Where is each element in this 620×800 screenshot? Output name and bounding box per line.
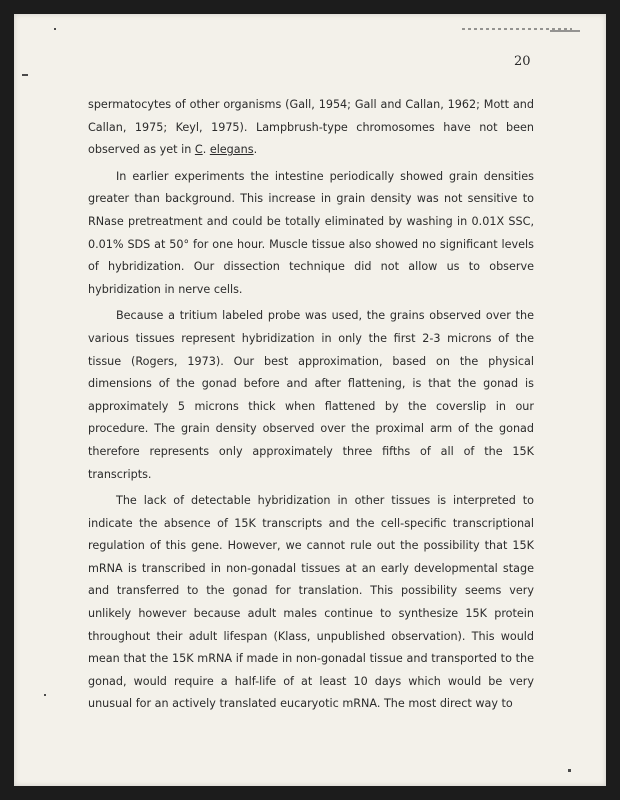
body-text [88, 94, 534, 716]
paragraph-2: In earlier experiments the intestine periodically showed grain densities greater than background. This increase in grain density was not sensitive to RNase pretreatment and could be totally eliminated by washing in 0.01X SSC, 0.01% SDS at 50° for one hour. Muscle tissue also showed no significant levels of hybridization. Our dissection technique did not allow us to observe hybridization in nerve cells. [88, 169, 534, 296]
scan-speck [44, 694, 46, 696]
paragraph-1-sep: . [202, 143, 210, 157]
paragraph-3: Because a tritium labeled probe was used, the grains observed over the various tissues represent hybridization in only the first 2-3 microns of the tissue (Rogers, 1973). Our best approximation, based on the physical dimensions of the gonad before and after flattening, is that the gonad is approximately 5 microns thick when flattened by the coverslip in our procedure. The grain density observed over the proximal arm of the gonad therefore represents only approximately three fifths of all of the 15K transcripts. [88, 309, 534, 481]
page-number: 20 [514, 54, 531, 69]
scan-speck [22, 74, 28, 76]
document-page [14, 14, 606, 786]
genus-abbrev: C [194, 143, 203, 157]
paragraph-4: The lack of detectable hybridization in other tissues is interpreted to indicate the absence of 15K transcripts and the cell-specific transcriptional regulation of this gene. However, we cannot rule out the possibility that 15K mRNA is transcribed in non-gonadal tissues at an early developmental stage and transferred to the gonad for translation. This possibility seems very unlikely however because adult males continue to synthesize 15K protein throughout their adult lifespan (Klass, unpublished observation). This would mean that the 15K mRNA if made in non-gonadal tissue and transported to the gonad, would require a half-life of at least 10 days which would be very unusual for an actively translated eucaryotic mRNA. The most direct way to [88, 494, 534, 711]
scan-speck [54, 28, 56, 30]
scan-streak-mark [550, 30, 580, 32]
scan-speck [568, 769, 571, 772]
paragraph-1-text: spermatocytes of other organisms (Gall, 1954; Gall and Callan, 1962; Mott and Callan, 1975; Keyl, 1975). Lampbrush-type chromosomes have not been observed as yet in [88, 98, 534, 157]
paragraph-1-end: . [253, 143, 258, 157]
species-name: elegans [209, 143, 254, 157]
paragraph-1 [88, 94, 534, 162]
